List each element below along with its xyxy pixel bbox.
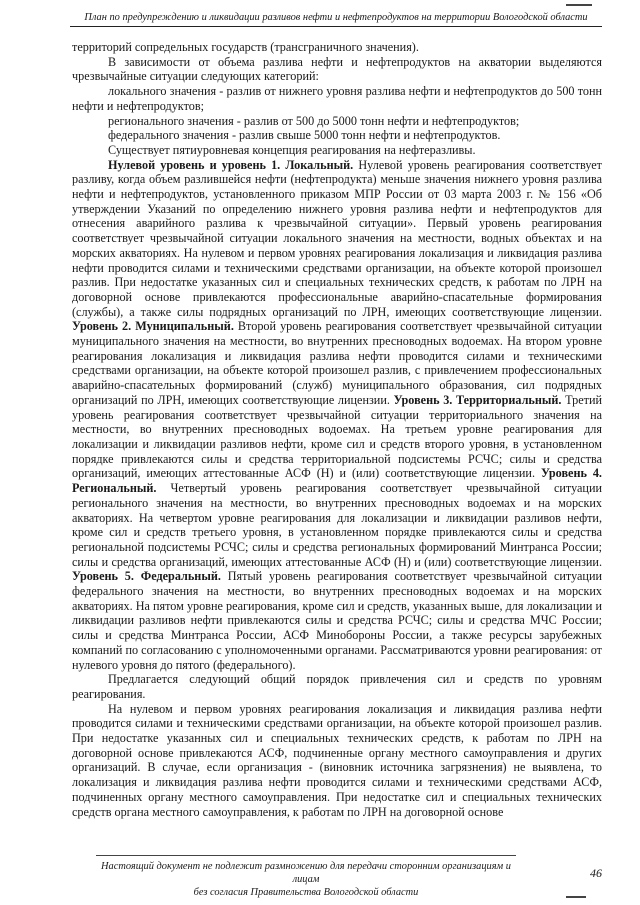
paragraph	[72, 128, 602, 143]
paragraph	[72, 672, 602, 701]
page-footer	[96, 860, 516, 899]
text-run: В зависимости от объема разлива нефти и нефтепродуктов на акватории выделяются чрезвычайные ситуации следующих категорий:	[72, 54, 602, 84]
text-run: Предлагается следующий общий порядок привлечения сил и средств по уровням реагирования.	[72, 672, 602, 701]
text-run: Второй уровень реагирования соответствует чрезвычайной ситуации муниципального значения на местности, во внутренних пресноводных водоемах. На втором уровне реагирования локализация и ликвидация разлива нефти проводится силами и техническими средствами организации, на объекте которой произошел разлив, с привлечением профессиональных аварийно-спасательных формирований (служб) муниципального образования, сил подрядных организаций по ЛРН, имеющих соответствующие лицензии.	[72, 319, 603, 407]
footer-line-2: без согласия Правительства Вологодской области	[193, 887, 419, 898]
bold-heading: Уровень 5. Федеральный.	[72, 569, 221, 584]
paragraph	[72, 84, 602, 113]
paragraph	[72, 55, 602, 84]
paragraph	[72, 158, 602, 673]
text-run: Пятый уровень реагирования соответствует чрезвычайной ситуации федерального значения на местности, во внутренних пресноводных водоемах и на морских акваториях. На пятом уровне реагирования, кроме сил и средств, указанных выше, для локализации и ликвидации разливов нефти привлекаются силы и средства РСЧС; силы и средства МЧС России; силы и средства Минтранса России, АСФ Минобороны России, а также ресурсы зарубежных компаний по согласованию с уполномоченными органами. Рассматриваются уровни реагирования: от нулевого уровня до пятого (федерального).	[72, 569, 602, 672]
bold-heading: Уровень 2. Муниципальный.	[72, 319, 234, 334]
page-number: 46	[590, 866, 602, 880]
text-run: Существует пятиуровневая концепция реагирования на нефтеразливы.	[108, 142, 476, 157]
paragraph	[72, 702, 602, 820]
text-run: локального значения - разлив от нижнего уровня разлива нефти и нефтепродуктов до 500 тонн нефти и нефтепродуктов;	[72, 84, 602, 113]
text-run: Третий уровень реагирования соответствует чрезвычайной ситуации территориального значения на местности, во внутренних пресноводных водоемах. На третьем уровне реагирования для локализации и ликвидации разливов нефти, кроме сил и средств второго уровня, в установленном порядке привлекаются силы и средства территориальной подсистемы РСЧС; силы и средства организаций, имеющих аттестованные АСФ (Н) и (или) соответствующие лицензии.	[72, 392, 602, 481]
scan-mark-bottom	[566, 896, 586, 898]
scan-mark-top	[566, 4, 592, 6]
bold-heading: Уровень 3. Территориальный.	[393, 392, 562, 407]
text-run: Четвертый уровень реагирования соответствует чрезвычайной ситуации регионального значения на местности, во внутренних пресноводных водоемах и на морских акваториях. На четвертом уровне реагирования для локализации и ликвидации разливов нефти, кроме сил и средств третьего уровня, в установленном порядке привлекаются силы и средства региональной подсистемы РСЧС; силы и средства региональных формирований Минтранса России; силы и средства организаций, имеющих аттестованные АСФ (Н) и (или) соответствующие лицензии.	[72, 481, 602, 569]
text-run: Нулевой уровень реагирования соответствует разливу, когда объем разлившейся нефти (нефтепродукта) меньше значения нижнего уровня разлива нефти и нефтепродуктов, установленного приказом МПР России от 03 марта 2003 г. № 156 «Об утверждении Указаний по определению нижнего уровня разлива нефти и нефтепродуктов для отнесения аварийного разлива к чрезвычайной ситуации». Первый уровень реагирования соответствует чрезвычайной ситуации локального значения на местности, водных объектах и на морских акваториях. На нулевом и первом уровнях реагирования локализация и ликвидация разлива нефти проводится силами и техническими средствами организации, на объекте которой произошел разлив. При недостатке указанных сил и специальных технических средств, к работам по ЛРН на договорной основе привлекаются профессиональные аварийно-спасательные формирования (службы), а также силы подрядных организаций по ЛРН, имеющих соответствующие лицензии.	[72, 157, 602, 319]
text-run: регионального значения - разлив от 500 до 5000 тонн нефти и нефтепродуктов;	[108, 113, 520, 128]
footer-divider	[96, 855, 516, 856]
bold-heading: Нулевой уровень и уровень 1. Локальный.	[108, 157, 354, 172]
footer-line-1: Настоящий документ не подлежит размножению для передачи сторонним организациям и лицам	[101, 861, 511, 885]
text-run: На нулевом и первом уровнях реагирования локализация и ликвидация разлива нефти проводится силами и техническими средствами организации, на объекте которой произошел разлив. При недостатке указанных сил и специальных технических средств, к работам по ЛРН на договорной основе привлекаются АСФ, подчиненные органу местного самоуправления и других организаций. В случае, если организация - (виновник источника загрязнения) не выявлена, то локализация и ликвидация разлива нефти проводится силами и техническими средствами АСФ, подчиненных органу местного самоуправления. При недостатке сил и специальных технических средств органа местного самоуправления, к работам по ЛРН на договорной основе	[72, 701, 602, 819]
text-run: территорий сопредельных государств (трансграничного значения).	[72, 40, 419, 54]
paragraph	[72, 143, 602, 158]
text-run: федерального значения - разлив свыше 5000 тонн нефти и нефтепродуктов.	[108, 128, 501, 143]
paragraph	[72, 40, 602, 55]
bold-heading: Уровень 4. Региональный.	[72, 466, 602, 496]
page-header: План по предупреждению и ликвидации разливов нефти и нефтепродуктов на территории Вологодской области	[70, 12, 602, 27]
paragraph	[72, 114, 602, 129]
body-text	[72, 40, 602, 819]
